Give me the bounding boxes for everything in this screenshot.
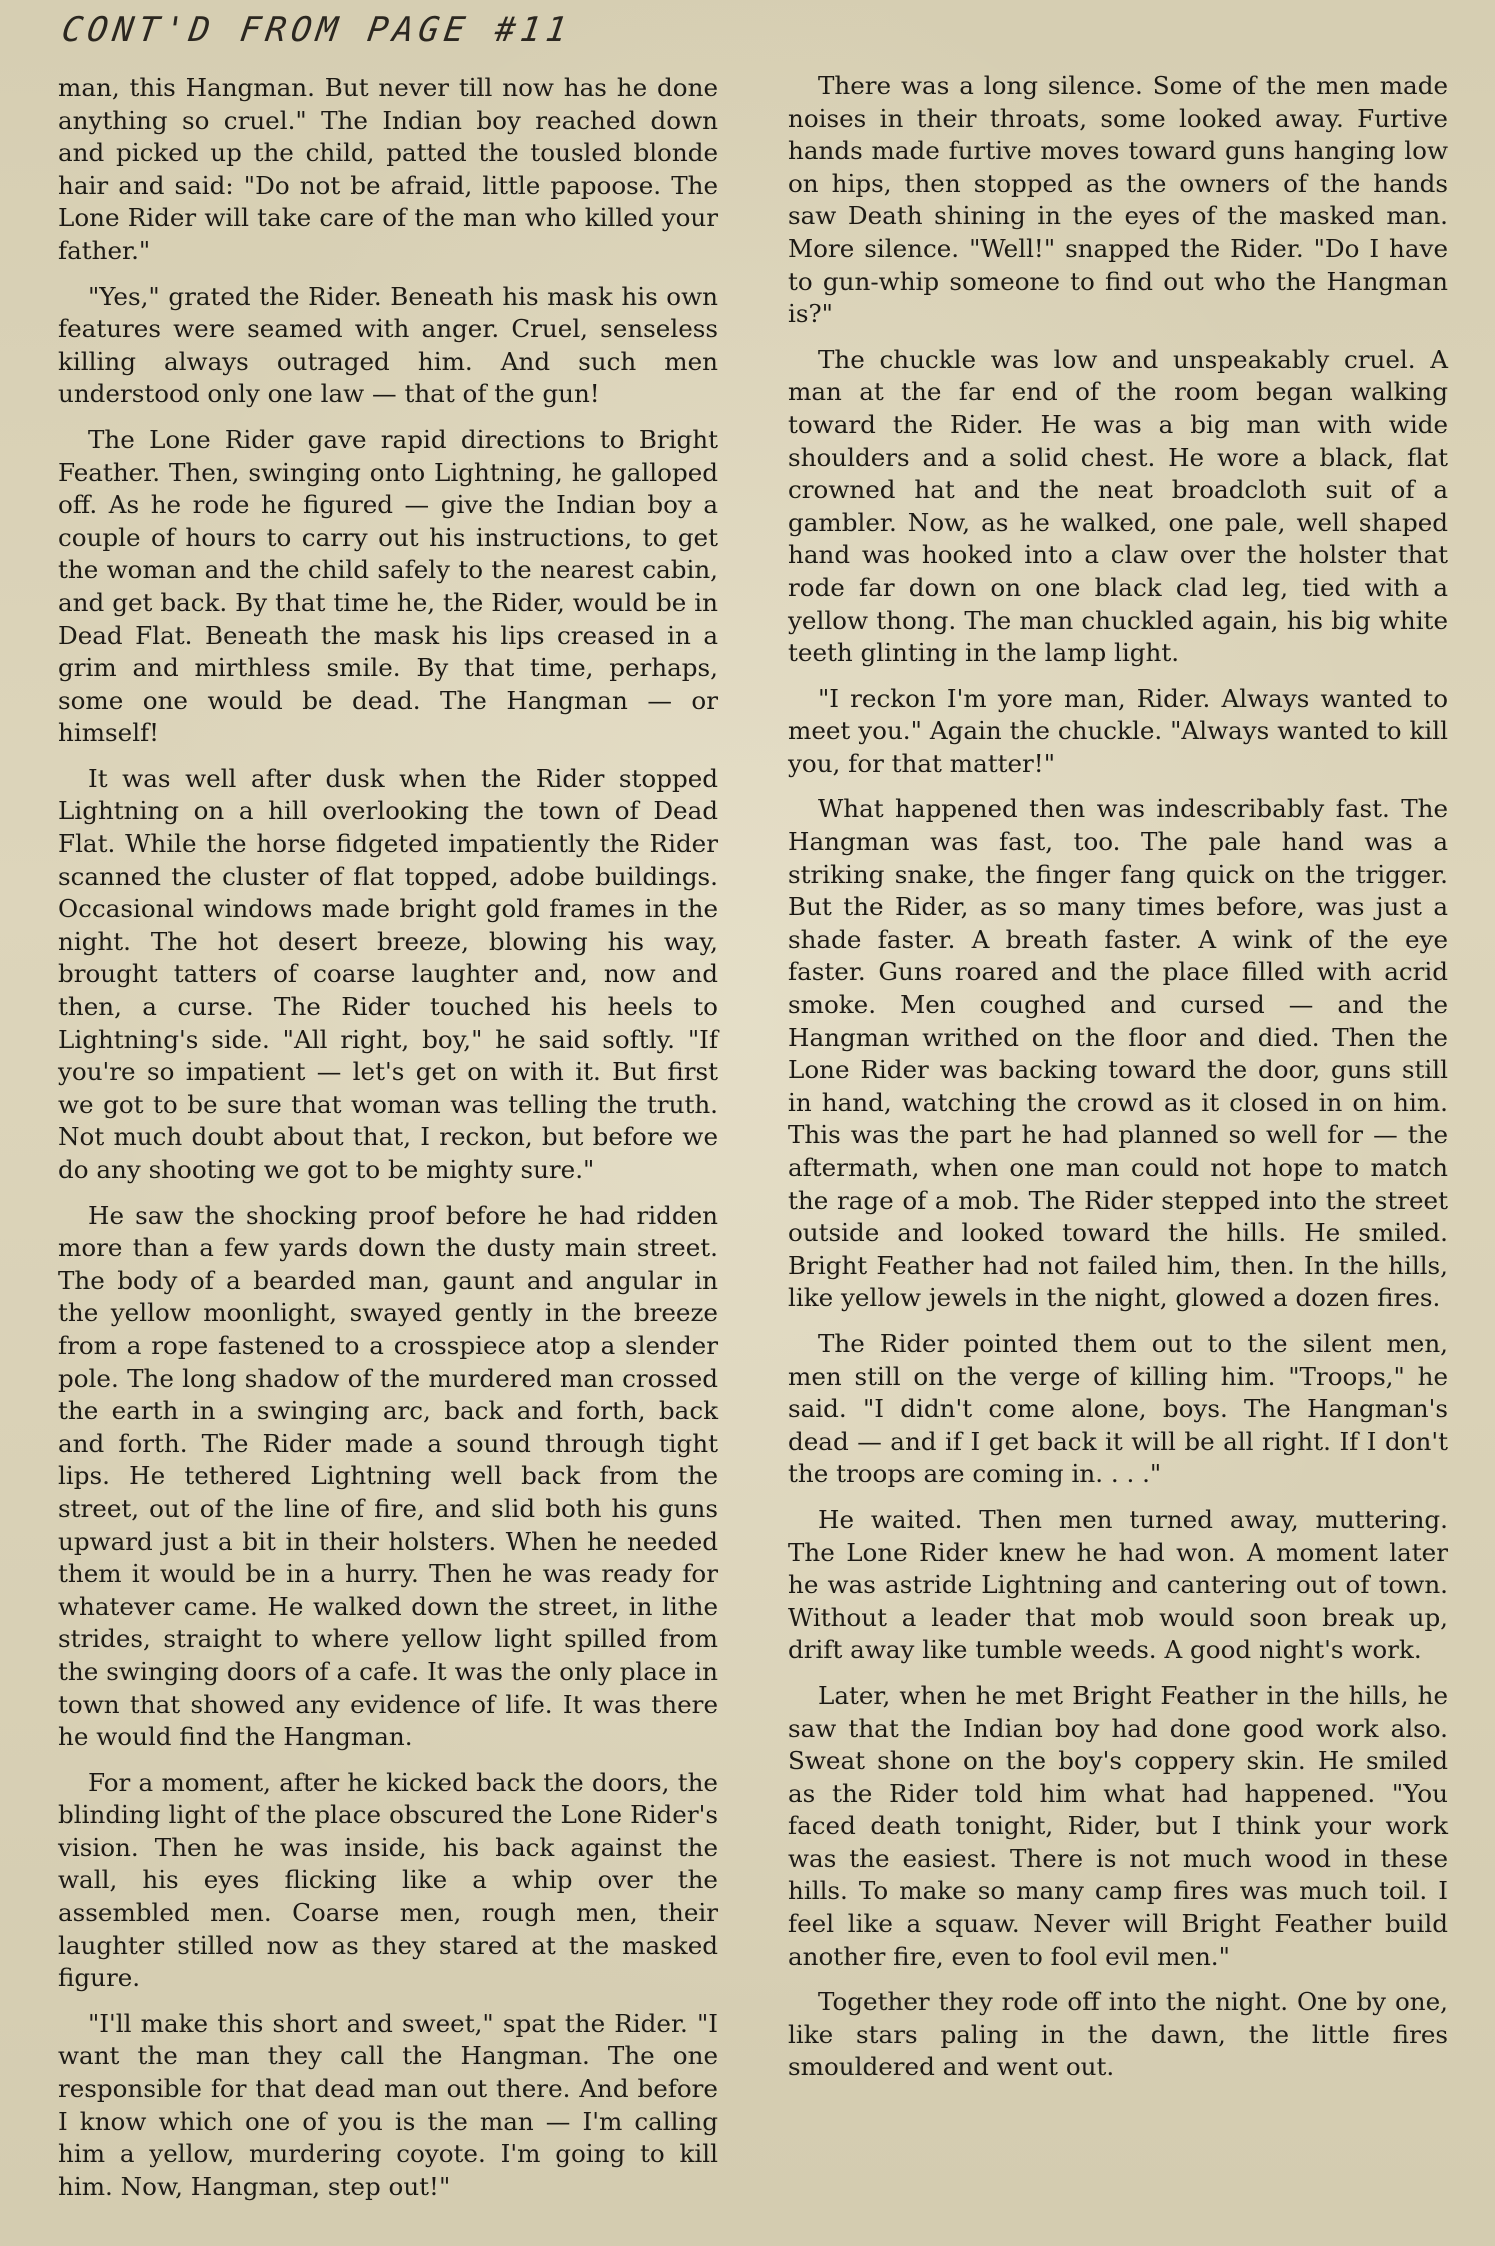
- paragraph: The Lone Rider gave rapid directions to Bright Feather. Then, swinging onto Lightning, he galloped off. As he rode he figured — give the Indian boy a couple of hours to carry out his instructions, to get the woman and the child safely to the nearest cabin, and get back. By that time he, the Rider, would be in Dead Flat. Beneath the mask his lips creased in a grim and mirthless smile. By that time, perhaps, some one would be dead. The Hangman — or himself!: [58, 424, 718, 748]
- paragraph: "Yes," grated the Rider. Beneath his mask his own features were seamed with anger. Cruel, senseless killing always outraged him. And such men understood only one law — that of the gun!: [58, 281, 718, 409]
- paragraph: It was well after dusk when the Rider stopped Lightning on a hill overlooking the town of Dead Flat. While the horse fidgeted impatiently the Rider scanned the cluster of flat topped, adobe buildings. Occasional windows made bright gold frames in the night. The hot desert breeze, blowing his way, brought tatters of coarse laughter and, now and then, a curse. The Rider touched his heels to Lightning's side. "All right, boy," he said softly. "If you're so impatient — let's get on with it. But first we got to be sure that woman was telling the truth. Not much doubt about that, I reckon, but before we do any shooting we got to be mighty sure.": [58, 763, 718, 1184]
- paragraph: man, this Hangman. But never till now has he done anything so cruel." The Indian boy reached down and picked up the child, patted the tousled blonde hair and said: "Do not be afraid, little papoose. The Lone Rider will take care of the man who killed your father.": [58, 73, 718, 265]
- paragraph: There was a long silence. Some of the men made noises in their throats, some looked away. Furtive hands made furtive moves toward guns hanging low on hips, then stopped as the owners of the hands saw Death shining in the eyes of the masked man. More silence. "Well!" snapped the Rider. "Do I have to gun-whip someone to find out who the Hangman is?": [788, 71, 1448, 329]
- paragraph: The Rider pointed them out to the silent men, men still on the verge of killing him. "Troops," he said. "I didn't come alone, boys. The Hangman's dead — and if I get back it will be all right. If I don't the troops are coming in. . . .": [788, 1328, 1448, 1489]
- paragraph: For a moment, after he kicked back the doors, the blinding light of the place obscured the Lone Rider's vision. Then he was inside, his back against the wall, his eyes flicking like a whip over the assembled men. Coarse men, rough men, their laughter stilled now as they stared at the masked figure.: [58, 1767, 718, 1993]
- paragraph: The chuckle was low and unspeakably cruel. A man at the far end of the room began walking toward the Rider. He was a big man with wide shoulders and a solid chest. He wore a black, flat crowned hat and the neat broadcloth suit of a gambler. Now, as he walked, one pale, well shaped hand was hooked into a claw over the holster that rode far down on one black clad leg, tied with a yellow thong. The man chuckled again, his big white teeth glinting in the lamp light.: [788, 344, 1448, 668]
- paragraph: He saw the shocking proof before he had ridden more than a few yards down the dusty main street. The body of a bearded man, gaunt and angular in the yellow moonlight, swayed gently in the breeze from a rope fastened to a crosspiece atop a slender pole. The long shadow of the murdered man crossed the earth in a swinging arc, back and forth, back and forth. The Rider made a sound through tight lips. He tethered Lightning well back from the street, out of the line of fire, and slid both his guns upward just a bit in their holsters. When he needed them it would be in a hurry. Then he was ready for whatever came. He walked down the street, in lithe strides, straight to where yellow light spilled from the swinging doors of a cafe. It was the only place in town that showed any evidence of life. It was there he would find the Hangman.: [58, 1200, 718, 1752]
- left-column: [58, 72, 718, 2203]
- paragraph: "I'll make this short and sweet," spat the Rider. "I want the man they call the Hangman. The one responsible for that dead man out there. And before I know which one of you is the man — I'm calling him a yellow, murdering coyote. I'm going to kill him. Now, Hangman, step out!": [58, 2008, 718, 2201]
- paragraph: He waited. Then men turned away, muttering. The Lone Rider knew he had won. A moment later he was astride Lightning and cantering out of town. Without a leader that mob would soon break up, drift away like tumble weeds. A good night's work.: [788, 1504, 1448, 1665]
- paragraph: What happened then was indescribably fast. The Hangman was fast, too. The pale hand was a striking snake, the finger fang quick on the trigger. But the Rider, as so many times before, was just a shade faster. A breath faster. A wink of the eye faster. Guns roared and the place filled with acrid smoke. Men coughed and cursed — and the Hangman writhed on the floor and died. Then the Lone Rider was backing toward the door, guns still in hand, watching the crowd as it closed in on him. This was the part he had planned so well for — the aftermath, when one man could not hope to match the rage of a mob. The Rider stepped into the street outside and looked toward the hills. He smiled. Bright Feather had not failed him, then. In the hills, like yellow jewels in the night, glowed a dozen fires.: [788, 794, 1448, 1313]
- paragraph: Together they rode off into the night. One by one, like stars paling in the dawn, the little fires smouldered and went out.: [788, 1987, 1448, 2082]
- paragraph: "I reckon I'm yore man, Rider. Always wanted to meet you." Again the chuckle. "Always wanted to kill you, for that matter!": [788, 683, 1448, 778]
- paragraph: Later, when he met Bright Feather in the hills, he saw that the Indian boy had done good work also. Sweat shone on the boy's coppery skin. He smiled as the Rider told him what had happened. "You faced death tonight, Rider, but I think your work was the easiest. There is not much wood in these hills. To make so many camp fires was much toil. I feel like a squaw. Never will Bright Feather build another fire, even to fool evil men.": [788, 1680, 1448, 1971]
- continued-from-header: CONT'D FROM PAGE #11: [59, 10, 575, 50]
- right-column: [788, 70, 1448, 2084]
